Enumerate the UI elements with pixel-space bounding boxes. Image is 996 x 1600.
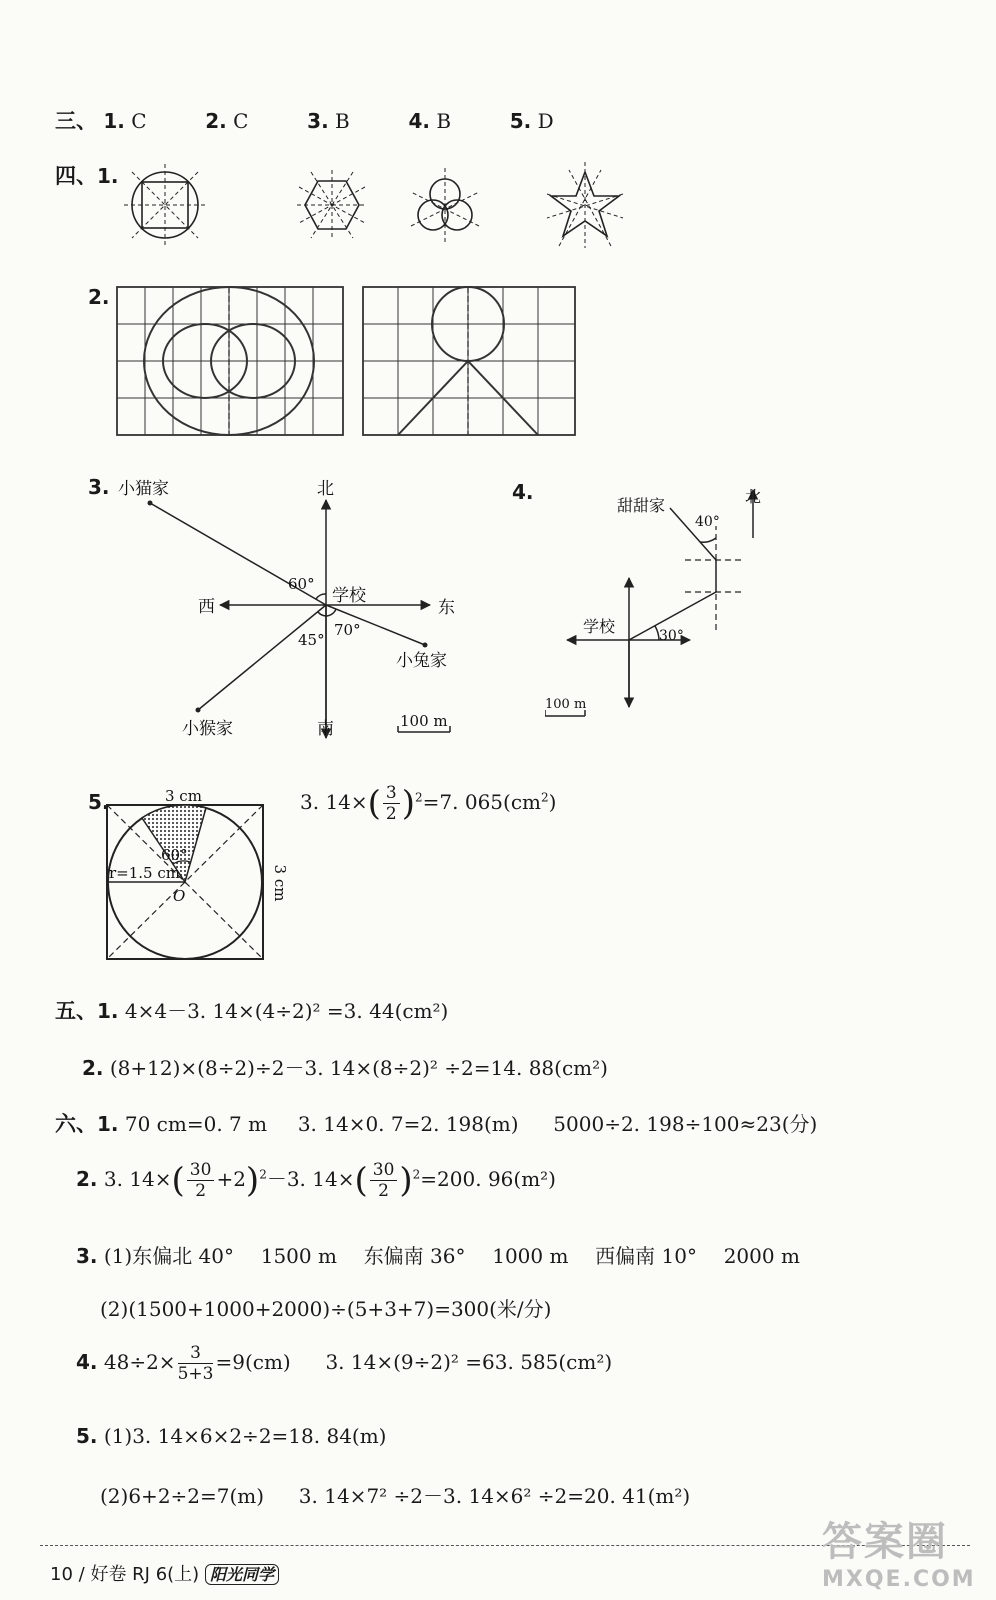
q5-formula [300,783,556,824]
fraction: $\frac{3}{5+3}$ [177,1343,214,1384]
answer-text: 3. 14×(9÷2)² =63. 585(cm²) [325,1350,613,1374]
page-number: 10 [50,1564,73,1585]
q-number: 3. [88,475,110,499]
q-number: 3. [307,109,329,133]
formula-part: 3. 14× [300,790,368,814]
paren: ) [401,783,416,824]
fraction: $\frac{30}{2}$ [187,1160,215,1201]
brand-logo: 阳光同学 [205,1564,279,1585]
angle-60-label: 60° [288,575,315,593]
section-6-line-5b [100,1480,690,1509]
symmetry-figures [120,160,640,250]
book-title: 好卷 RJ 6(上) [90,1564,200,1585]
scale-label: 100 m [545,697,587,712]
angle-45-label: 45° [298,631,325,649]
answer-text: 4×4－3. 14×(4÷2)² =3. 44(cm²) [124,999,449,1023]
answer-text: (2)6+2÷2=7(m) [100,1484,265,1508]
direction-map-q3 [110,470,490,760]
section-6-line-1 [55,1108,817,1138]
formula-part: ) [548,790,557,814]
north-label: 北 [317,479,334,499]
answer-choice: C [131,109,147,133]
south-label: 南 [317,719,334,739]
section-3-label: 三、 [55,109,97,133]
exponent: 2 [541,790,549,805]
q-number: 1. [97,164,119,188]
answer-text: (2)(1500+1000+2000)÷(5+3+7)=300(米/分) [100,1297,552,1321]
answer-text: 1500 m [260,1244,337,1268]
page-footer [50,1560,279,1586]
answer-choice: B [335,109,350,133]
section-4-header [55,160,119,190]
angle-70-label: 70° [334,621,361,639]
separator: / [78,1564,85,1585]
sweet-home-label: 甜甜家 [617,496,666,515]
three-circles-figure [411,168,479,242]
rabbit-home-label: 小兔家 [396,651,447,671]
angle-30-label: 30° [659,628,684,644]
star-figure [547,162,623,248]
fraction: $\frac{30}{2}$ [370,1160,398,1201]
q-number: 3. [76,1244,98,1268]
answer-choice: D [537,109,554,133]
q-number: 1. [97,1112,119,1136]
q-number: 2. [88,285,110,309]
section-5-line-1 [55,995,448,1025]
angle-60-label: 60° [161,846,188,864]
center-label: O [173,887,186,905]
grid-right [363,287,575,435]
section-6-line-2 [76,1160,556,1201]
answer-text: 西偏南 10° [595,1244,697,1268]
cat-home-label: 小猫家 [118,479,169,499]
answer-text: 3. 14×0. 7=2. 198(m) [297,1112,519,1136]
grid-figures [115,285,585,440]
section-6-line-4 [76,1343,612,1384]
q-number: 2. [205,109,227,133]
formula-part: =7. 065(cm [422,790,541,814]
paren: ( [367,783,381,824]
radius-label: r=1.5 cm [109,864,180,882]
q-number: 4. [512,480,534,504]
top-length-label: 3 cm [165,787,202,805]
paren: ( [354,1160,368,1201]
monkey-home-label: 小猴家 [182,719,233,739]
paren: ) [399,1160,413,1201]
school-label: 学校 [583,617,616,636]
section-4-label: 四、 [55,164,97,188]
formula-part: 3. 14× [103,1167,172,1191]
formula-part: －3. 14× [266,1167,355,1191]
section-6-line-5 [76,1424,386,1448]
west-label: 西 [198,597,215,617]
section-5-line-2 [82,1052,608,1081]
east-label: 东 [438,598,455,618]
grid-left [117,287,343,435]
circle-square-figure [124,164,206,246]
q-number: 1. [103,109,125,133]
section-6-label: 六、 [55,1112,97,1136]
section-3-answers [55,105,554,135]
answer-text: 2000 m [723,1244,800,1268]
section-6-line-3 [76,1240,800,1269]
exponent: 2 [412,1167,421,1182]
angle-40-label: 40° [695,514,720,530]
q-number: 2. [76,1167,98,1191]
q-number: 5. [509,109,532,133]
paren: ( [171,1160,185,1201]
q-number: 5. [88,790,110,814]
answer-text: 3. 14×7² ÷2－3. 14×6² ÷2=20. 41(m²) [298,1484,691,1508]
section-5-label: 五、 [55,999,97,1023]
formula-part: =200. 96(m²) [420,1167,556,1191]
q-number: 2. [82,1056,104,1080]
side-length-label: 3 cm [271,864,289,902]
q-number: 4. [76,1350,98,1374]
route-map-q4 [545,480,785,730]
watermark [822,1510,976,1592]
school-label: 学校 [332,586,366,606]
q-number: 4. [408,109,430,133]
formula-part: 48÷2× [103,1350,176,1374]
answer-text: 1000 m [492,1244,569,1268]
answer-text: (8+12)×(8÷2)÷2－3. 14×(8÷2)² ÷2=14. 88(cm²) [109,1056,608,1080]
q-number: 5. [76,1424,98,1448]
north-label: 北 [745,487,762,506]
paren: ) [245,1160,260,1201]
watermark-url: MXQE.COM [822,1567,976,1592]
exponent: 2 [415,790,423,805]
hexagon-figure [297,170,367,240]
q-number: 1. [97,999,119,1023]
fraction: $\frac{3}{2}$ [383,783,400,824]
watermark-text: 答案圈 [822,1519,948,1565]
answer-text: 5000÷2. 198÷100≈23(分) [553,1112,818,1136]
answer-text: 东偏南 36° [363,1244,466,1268]
circle-in-square-figure [95,785,295,965]
answer-text: (1)东偏北 40° [103,1244,235,1268]
exponent: 2 [259,1167,267,1182]
formula-part: =9(cm) [215,1350,291,1374]
answer-choice: B [436,109,452,133]
scale-label: 100 m [400,712,448,730]
answer-text: 70 cm=0. 7 m [124,1112,268,1136]
formula-part: +2 [216,1167,246,1191]
answer-choice: C [233,109,249,133]
answer-text: (1)3. 14×6×2÷2=18. 84(m) [103,1424,387,1448]
